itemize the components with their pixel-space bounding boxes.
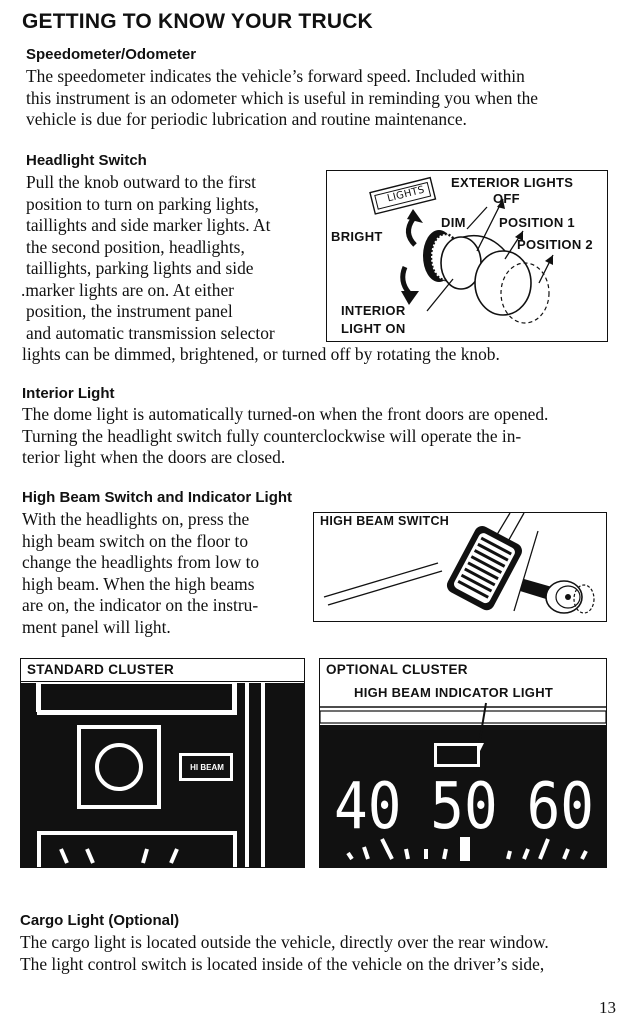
standard-cluster-label: STANDARD CLUSTER [21, 659, 304, 682]
dim-label: DIM [441, 215, 466, 230]
hi-beam-indicator-label: HI BEAM [190, 763, 224, 772]
text-line: ment panel will light. [22, 616, 171, 637]
text-line: vehicle is due for periodic lubrication and routine maintenance. [26, 109, 467, 129]
optional-cluster-panel [319, 658, 607, 868]
position-2-label: POSITION 2 [517, 237, 593, 252]
lights-plate-label: LIGHTS [386, 184, 426, 205]
high-beam-heading: High Beam Switch and Indicator Light [22, 489, 293, 506]
text-line: The cargo light is located outside the vehicle, directly over the rear window. [20, 932, 549, 952]
exterior-lights-label: EXTERIOR LIGHTS [451, 175, 574, 190]
text-line: high beam. When the high beams [22, 573, 255, 594]
text-line: position to turn on parking lights, [26, 193, 259, 214]
speed-scale [334, 769, 594, 845]
speedometer-text [26, 66, 538, 131]
high-beam-switch-figure [313, 512, 607, 622]
headlight-switch-figure [326, 170, 608, 342]
text-line: taillights, parking lights and side [26, 258, 254, 278]
standard-cluster-illustration [21, 683, 304, 867]
text-line: lights can be dimmed, brightened, or turned off by rotating the knob. [22, 344, 500, 364]
interior-light-heading: Interior Light [22, 385, 115, 402]
high-beam-switch-label: HIGH BEAM SWITCH [320, 514, 450, 528]
cargo-light-text [20, 932, 549, 975]
speed-50: 50 [430, 769, 498, 845]
text-line: change the headlights from low to [22, 552, 260, 572]
speedometer-heading: Speedometer/Odometer [26, 46, 197, 63]
speed-40: 40 [334, 769, 402, 845]
text-line: Turning the headlight switch fully counterclockwise will operate the in- [22, 425, 522, 446]
text-line: taillights and side marker lights. At [26, 215, 271, 235]
text-line: The speedometer indicates the vehicle’s forward speed. Included within [26, 66, 525, 86]
optional-cluster-label: OPTIONAL CLUSTER [326, 662, 468, 677]
text-line: .marker lights are on. At either [21, 279, 234, 300]
light-on-label: LIGHT ON [341, 321, 406, 336]
text-line: With the headlights on, press the [22, 509, 250, 529]
text-line: the second position, headlights, [26, 236, 245, 257]
speed-60: 60 [526, 769, 594, 845]
text-line: Pull the knob outward to the first [26, 172, 256, 192]
interior-label: INTERIOR [341, 303, 406, 318]
position-1-label: POSITION 1 [499, 215, 575, 230]
page-title: GETTING TO KNOW YOUR TRUCK [22, 10, 373, 33]
high-beam-text [22, 509, 259, 638]
bright-label: BRIGHT [331, 229, 383, 244]
off-label: OFF [493, 191, 520, 206]
standard-cluster-panel [20, 658, 305, 868]
text-line: The light control switch is located inside of the vehicle on the driver’s side, [20, 953, 545, 974]
text-line: terior light when the doors are closed. [22, 447, 286, 467]
text-line: The dome light is automatically turned-on when the front doors are opened. [22, 404, 549, 424]
page-number: 13 [599, 998, 616, 1017]
text-line: and automatic transmission selector [26, 322, 275, 343]
cargo-light-heading: Cargo Light (Optional) [20, 912, 180, 929]
headlight-heading: Headlight Switch [26, 152, 147, 169]
interior-light-text [22, 404, 548, 469]
text-line: high beam switch on the floor to [22, 530, 249, 551]
text-line: are on, the indicator on the instru- [22, 595, 259, 615]
high-beam-indicator-light-label: HIGH BEAM INDICATOR LIGHT [354, 685, 554, 700]
text-line: this instrument is an odometer which is useful in reminding you when the [26, 87, 538, 108]
text-line: position, the instrument panel [26, 301, 233, 321]
floor-switch-illustration [314, 513, 606, 621]
